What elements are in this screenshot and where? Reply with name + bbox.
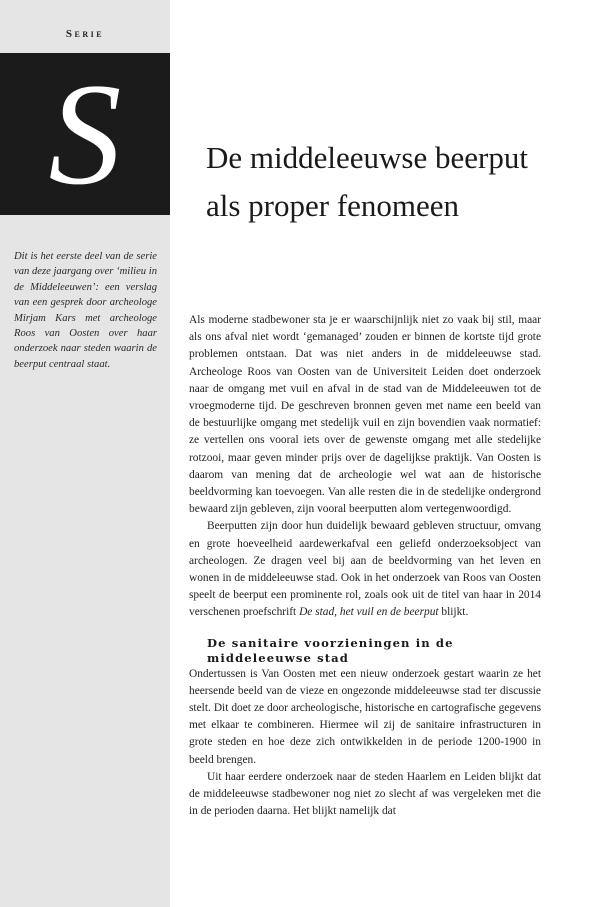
article-title: De middeleeuwse beerput als proper fenomeen [206, 140, 528, 223]
initial-block [0, 53, 170, 215]
paragraph-2-end: blijkt. [438, 606, 469, 619]
dissertation-title: De stad, het vuil en de beerput [299, 606, 439, 619]
paragraph-3: Ondertussen is Van Oosten met een nieuw onderzoek gestart waarin ze het heersende beeld van de vieze en ongezonde middeleeuwse stad ter discussie stelt. Dit doet ze door archeologische, historische en cartografische gegevens met elkaar te combineren. Hiermee wil zij de sanitaire infrastructuren in grote steden en hoe deze zich ontwikkelden in de periode 1200-1900 in beeld brengen. [189, 667, 541, 766]
paragraph-2-text: Beerputten zijn door hun duidelijk bewaard gebleven structuur, omvang en grote hoeveelheid aardewerkafval een geliefd onderzoeksobject van archeologen. Ze dragen veel bij aan de beeldvorming van het leven en wonen in de middeleeuwse stad. Ook in het onderzoek van Roos van Oosten speelt de beerput een prominente rol, zoals ook uit de titel van haar in 2014 verschenen proefschrift [189, 520, 541, 619]
series-intro: Dit is het eerste deel van de serie van deze jaargang over ‘milieu in de Middeleeuwen’: een verslag van een gesprek door archeologe Mirjam Kars met archeologe Roos van Oosten over haar onderzoek naar steden waarin de beerput centraal staat. [14, 251, 157, 370]
section-heading: De sanitaire voorzieningen in de middeleeuwse stad [207, 635, 454, 665]
paragraph-4: Uit haar eerdere onderzoek naar de steden Haarlem en Leiden blijkt dat de middeleeuwse stadbewoner nog niet zo slecht af was vergeleken met die in de perioden daarna. Het blijkt namelijk dat [189, 770, 541, 818]
series-label: Serie [65, 28, 105, 40]
article-body [189, 312, 541, 820]
paragraph-1: Als moderne stadbewoner sta je er waarschijnlijk niet zo vaak bij stil, maar als ons afval niet wordt ‘gemanaged’ zouden er binnen de kortste tijd grote problemen ontstaan. Dat was niet anders in de middeleeuwse stad. Archeologe Roos van Oosten van de Universiteit Leiden doet onderzoek naar de omgang met vuil en afval in de stad van de Middeleeuwen tot de vroegmoderne tijd. De geschreven bronnen geven met name een beeld van de bestuurlijke omgang met stedelijk vuil en zijn bovendien vaak normatief: ze vertellen ons vooral iets over de gewenste omgang met alle stedelijke rotzooi, maar geven minder prijs over de dagelijkse praktijk. Van Oosten is daarom van mening dat de archeologie wel wat aan de historische beeldvorming kan toevoegen. Van alle resten die in de stedelijke ondergrond bewaard zijn gebleven, zijn vooral beerputten alom vertegenwoordigd. [189, 314, 541, 516]
series-initial: S [48, 53, 122, 215]
paragraph-2 [189, 518, 541, 621]
sidebar [0, 0, 170, 907]
